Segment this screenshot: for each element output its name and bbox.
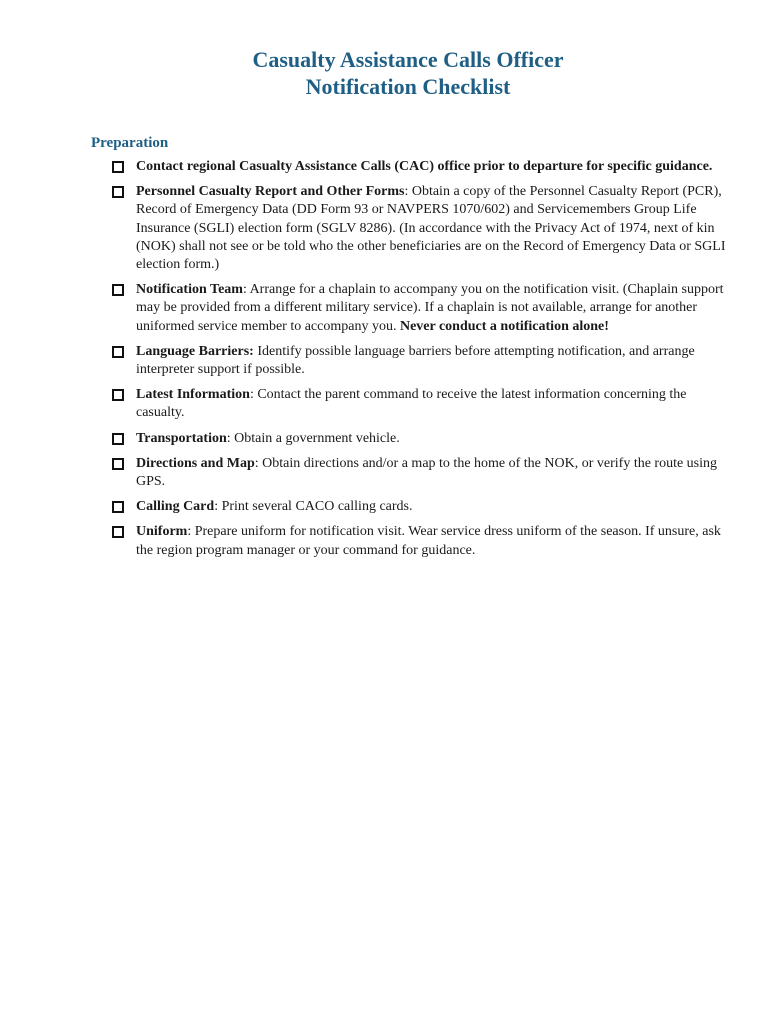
item-title: Transportation <box>136 430 227 446</box>
item-text: Identify possible language barriers before attempting notification, and arrange interpreter support if possible. <box>136 343 695 378</box>
checkbox-icon[interactable] <box>112 526 124 538</box>
preparation-checklist <box>110 158 728 567</box>
item-title: Uniform <box>136 524 188 540</box>
document-title <box>0 46 770 100</box>
checkbox-icon[interactable] <box>112 389 124 401</box>
item-emphasis: Never conduct a notification alone! <box>399 318 609 334</box>
item-text: : Arrange for a chaplain to accompany you on the notification visit. (Chaplain support may be provided from a different military service). If a chaplain is not available, arrange for another uniformed service member to accompany you. <box>136 282 724 334</box>
item-text: : Print several CACO calling cards. <box>214 499 413 515</box>
checklist-item-transportation <box>110 430 728 448</box>
item-title: Personnel Casualty Report and Other Forms <box>136 184 405 200</box>
item-title: Directions and Map <box>136 455 255 471</box>
item-title: Notification Team <box>136 282 243 298</box>
item-title: Contact regional Casualty Assistance Calls (CAC) office prior to departure for specific guidance. <box>136 159 713 174</box>
checkbox-icon[interactable] <box>112 186 124 198</box>
checklist-item-personnel-report <box>110 183 728 274</box>
item-title: Language Barriers: <box>136 343 254 359</box>
item-title: Latest Information <box>136 387 250 403</box>
checkbox-icon[interactable] <box>112 501 124 513</box>
checklist-item-uniform <box>110 523 728 559</box>
item-title: Calling Card <box>136 499 215 515</box>
item-text: : Contact the parent command to receive the latest information concerning the casualty. <box>136 387 687 421</box>
checklist-item-calling-card <box>110 498 728 516</box>
checklist-item-latest-information <box>110 386 728 422</box>
title-line-1: Casualty Assistance Calls Officer <box>252 47 564 72</box>
checkbox-icon[interactable] <box>112 284 124 296</box>
item-text: : Obtain directions and/or a map to the home of the NOK, or verify the route using GPS. <box>136 455 718 490</box>
title-line-2: Notification Checklist <box>305 74 511 99</box>
checklist-item-contact-office <box>110 158 728 176</box>
checkbox-icon[interactable] <box>112 433 124 445</box>
checklist-item-language-barriers <box>110 343 728 379</box>
item-text: : Obtain a copy of the Personnel Casualty Report (PCR), Record of Emergency Data (DD Form 93 or NAVPERS 1070/602) and Servicemembers Group Life Insurance (SGLI) election form (SGLV 8286). (In accordance with the Privacy Act of 1974, next of kin (NOK) shall not see or be told who the other beneficiaries are on the Record of Emergency Data or SGLI election form.) <box>136 184 726 273</box>
checklist-item-directions-map <box>110 455 728 491</box>
checkbox-icon[interactable] <box>112 161 124 173</box>
item-text: : Prepare uniform for notification visit. Wear service dress uniform of the season. If unsure, ask the region program manager or your command for guidance. <box>136 524 721 558</box>
section-heading-preparation: Preparation <box>91 135 169 151</box>
item-text: : Obtain a government vehicle. <box>226 430 400 446</box>
checkbox-icon[interactable] <box>112 458 124 470</box>
checklist-item-notification-team <box>110 281 728 336</box>
checkbox-icon[interactable] <box>112 346 124 358</box>
